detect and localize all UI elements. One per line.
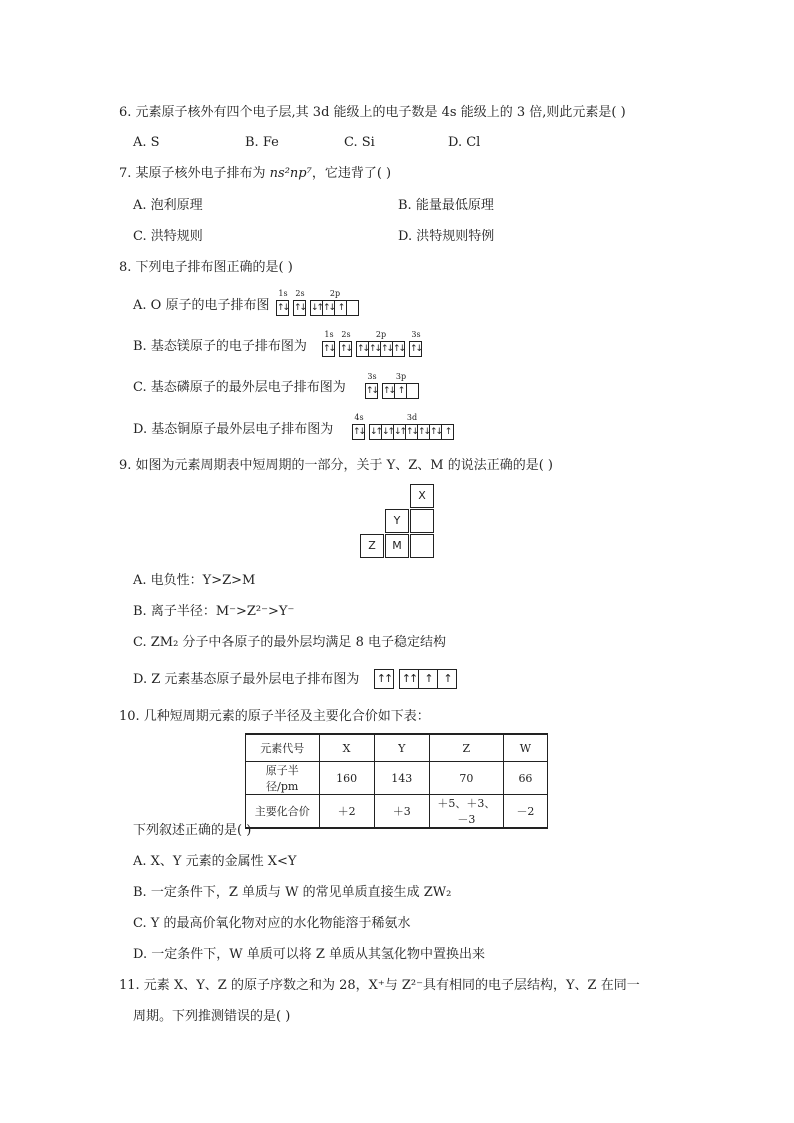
q7-stem-suffix: ，它违背了( ) [311,166,392,181]
q9-option-a: A. 电负性：Y>Z>M [133,573,256,588]
table-cell: 70 [429,762,503,795]
orbital-box: ↑↓ [339,341,352,357]
table-cell: 160 [319,762,374,795]
orbital-box: ↑↓ [356,341,369,357]
table-cell: 元素代号 [246,734,320,762]
orbital-box: ↑ [394,383,407,399]
orbital-group [357,330,405,357]
orbital-label: 2s [341,330,351,339]
q6-option-a: A. S [133,135,160,150]
q10-option-b: B. 一定条件下，Z 单质与 W 的常见单质直接生成 ZW₂ [133,885,452,900]
orbital-box: ↑↓ [382,383,395,399]
orbital-label: 2s [295,289,305,298]
orbital-box: ↑↓ [293,300,306,316]
orbital-group [353,413,365,440]
q10-option-a: A. X、Y 元素的金属性 X<Y [133,854,297,869]
q10-data-table [245,733,548,829]
table-cell: ＋5、＋3、－3 [429,795,503,829]
q9-stem: 9. 如图为元素周期表中短周期的一部分，关于 Y、Z、M 的说法正确的是( ) [119,458,554,473]
q7-option-a: A. 泡利原理 [133,198,203,213]
table-cell: X [319,734,374,762]
orbital-box: ↑↓ [352,424,365,440]
q8-option-d-diagram [353,413,459,440]
cell-empty [410,534,434,558]
q6-option-c: C. Si [344,135,375,150]
table-cell: ＋3 [374,795,429,829]
table-row [246,795,548,829]
orbital-box: ↓↑ [310,300,323,316]
orbital-box: ↑ [418,669,438,689]
orbital-box [406,383,419,399]
q9-option-c: C. ZM₂ 分子中各原子的最外层均满足 8 电子稳定结构 [133,635,446,650]
orbital-group [311,289,359,316]
q8-option-c: C. 基态磷原子的最外层电子排布图为 [133,380,346,395]
cell-z: Z [360,534,384,558]
q6-stem: 6. 元素原子核外有四个电子层,其 3d 能级上的电子数是 4s 能级上的 3 倍,则此元素是( ) [119,105,626,120]
orbital-box: ↓↑ [393,424,406,440]
orbital-box: ↑↓ [429,424,442,440]
q7-stem-formula: ns²np⁷ [269,166,312,181]
orbital-box: ↓↑ [381,424,394,440]
orbital-box: ↑↓ [368,341,381,357]
q7-option-b: B. 能量最低原理 [398,198,494,213]
orbital-group [277,289,289,316]
orbital-box: ↑↓ [322,341,335,357]
orbital-label: 3d [406,413,418,422]
orbital-group [399,669,457,689]
orbital-label: 3s [411,330,421,339]
orbital-group [323,330,335,357]
orbital-box: ↑ [441,424,454,440]
orbital-label: 1s [324,330,334,339]
table-cell: －2 [503,795,547,829]
orbital-group [383,372,419,399]
table-cell: 主要化合价 [246,795,320,829]
q9-option-d: D. Z 元素基态原子最外层电子排布图为 [133,672,360,687]
table-cell: Y [374,734,429,762]
q9-option-b: B. 离子半径：M⁻>Z²⁻>Y⁻ [133,604,295,619]
orbital-label: 2p [375,330,387,339]
table-row [246,762,548,795]
q7-option-d: D. 洪特规则特例 [398,229,495,244]
table-cell: 143 [374,762,429,795]
q10-stem: 10. 几种短周期元素的原子半径及主要化合价如下表： [119,709,430,724]
q8-option-c-diagram [366,372,424,399]
table-cell: 66 [503,762,547,795]
orbital-group [410,330,422,357]
orbital-box: ↑ [334,300,347,316]
q10-question: 下列叙述正确的是( ) [133,823,252,838]
q6-option-b: B. Fe [245,135,279,150]
orbital-group [340,330,352,357]
orbital-box [346,300,359,316]
orbital-box: ↑ [437,669,457,689]
q7-stem-prefix: 7. 某原子核外电子排布为 [119,166,270,181]
table-cell: Z [429,734,503,762]
orbital-group [370,413,454,440]
orbital-group [294,289,306,316]
table-cell: 原子半径/pm [246,762,320,795]
q7-option-c: C. 洪特规则 [133,229,203,244]
orbital-label: 3p [395,372,407,381]
q10-option-c: C. Y 的最高价氧化物对应的水化物能溶于稀氨水 [133,916,411,931]
q8-stem: 8. 下列电子排布图正确的是( ) [119,260,293,275]
q8-option-d: D. 基态铜原子最外层电子排布图为 [133,422,334,437]
orbital-box: ↑↑ [399,669,419,689]
q8-option-a: A. O 原子的电子排布图 [133,298,270,313]
q8-option-a-diagram [277,289,364,316]
q10-option-d: D. 一定条件下，W 单质可以将 Z 单质从其氢化物中置换出来 [133,947,486,962]
orbital-box: ↑↓ [322,300,335,316]
cell-x: X [410,484,434,508]
orbital-box: ↑↓ [417,424,430,440]
orbital-box: ↑↑ [374,669,394,689]
cell-empty [410,509,434,533]
orbital-box: ↑↓ [405,424,418,440]
orbital-label: 2p [329,289,341,298]
orbital-box: ↑↓ [380,341,393,357]
q9-option-d-diagram [374,669,462,689]
q11-stem-line2: 周期。下列推测错误的是( ) [133,1009,291,1024]
q8-option-b-diagram [323,330,427,357]
orbital-group [374,669,394,689]
q6-option-d: D. Cl [448,135,481,150]
orbital-box: ↑↓ [365,383,378,399]
orbital-group [366,372,378,399]
orbital-box: ↓↑ [369,424,382,440]
orbital-label: 3s [367,372,377,381]
orbital-box: ↑↓ [276,300,289,316]
cell-y: Y [385,509,409,533]
table-row [246,734,548,762]
orbital-box: ↑↓ [409,341,422,357]
table-cell: ＋2 [319,795,374,829]
cell-m: M [385,534,409,558]
orbital-box: ↑↓ [392,341,405,357]
orbital-label: 1s [278,289,288,298]
table-cell: W [503,734,547,762]
q7-stem [119,165,391,183]
q8-option-b: B. 基态镁原子的电子排布图为 [133,339,307,354]
orbital-label: 4s [354,413,364,422]
q11-stem-line1: 11. 元素 X、Y、Z 的原子序数之和为 28，X⁺与 Z²⁻具有相同的电子层结构，Y、Z 在同一 [119,978,640,993]
